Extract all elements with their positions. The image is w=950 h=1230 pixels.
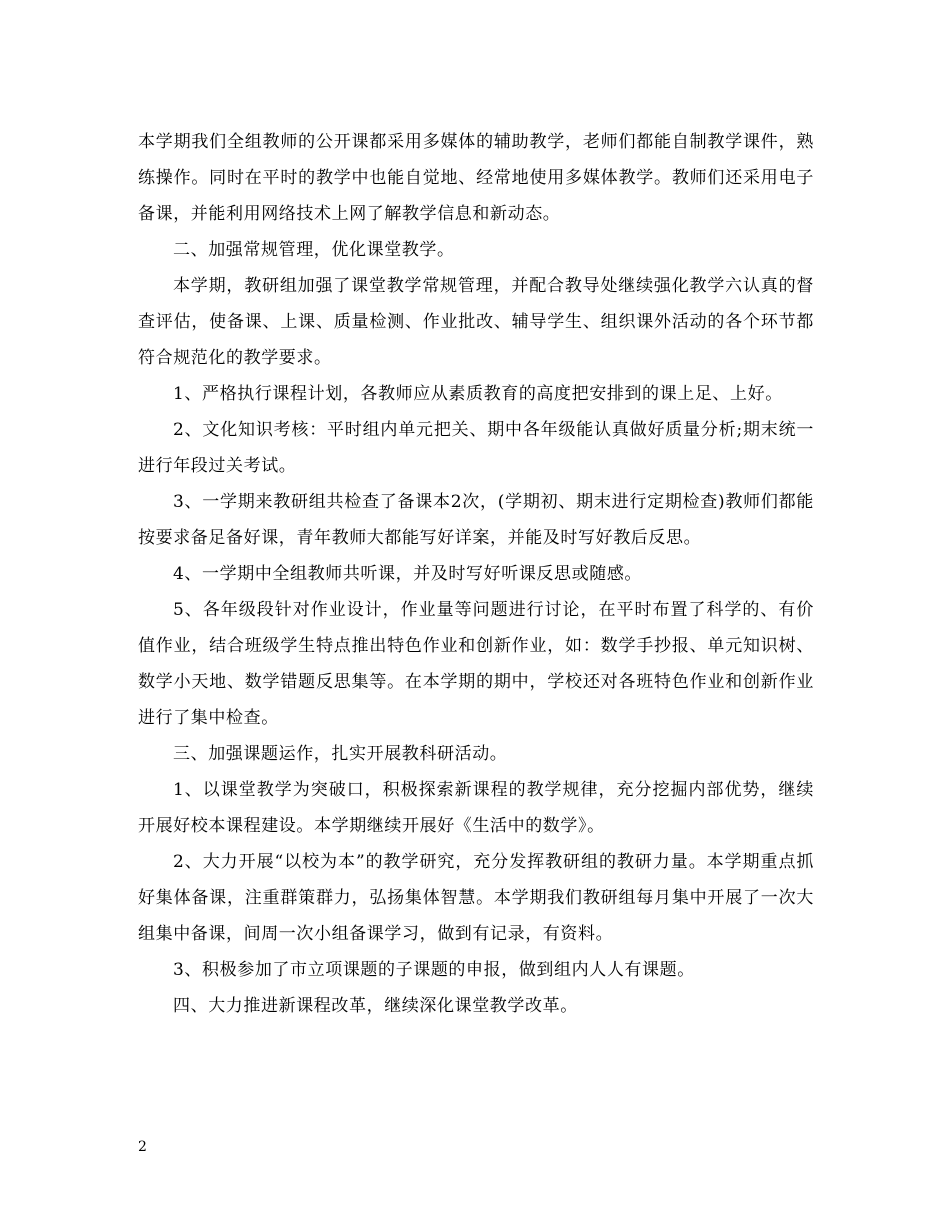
page-number: 2 xyxy=(138,1139,147,1155)
list-item-4: 4、一学期中全组教师共听课，并及时写好听课反思或随感。 xyxy=(173,564,643,584)
document-body xyxy=(138,124,814,1024)
list-item-3: 3、一学期来教研组共检查了备课本2次，(学期初、期末进行定期检查)教师们都能按要求备足备好课，青年教师大都能写好详案，并能及时写好教后反思。 xyxy=(138,492,814,548)
section-heading-3: 三、加强课题运作，扎实开展教科研活动。 xyxy=(173,744,508,764)
list-item-6: 1、以课堂教学为突破口，积极探索新课程的教学规律，充分挖掘内部优势，继续开展好校本课程建设。本学期继续开展好《生活中的数学》。 xyxy=(138,780,814,836)
list-item-7: 2、大力开展“以校为本”的教学研究，充分发挥教研组的教研力量。本学期重点抓好集体备课，注重群策群力，弘扬集体智慧。本学期我们教研组每月集中开展了一次大组集中备课，间周一次小组备课学习，做到有记录，有资料。 xyxy=(138,852,814,944)
section-heading-4: 四、大力推进新课程改革，继续深化课堂教学改革。 xyxy=(173,996,578,1016)
paragraph-3: 本学期，教研组加强了课堂教学常规管理，并配合教导处继续强化教学六认真的督查评估，使备课、上课、质量检测、作业批改、辅导学生、组织课外活动的各个环节都符合规范化的教学要求。 xyxy=(138,276,814,368)
paragraph-1: 本学期我们全组教师的公开课都采用多媒体的辅助教学，老师们都能自制教学课件，熟练操作。同时在平时的教学中也能自觉地、经常地使用多媒体教学。教师们还采用电子备课，并能利用网络技术上网了解教学信息和新动态。 xyxy=(138,132,814,224)
list-item-8: 3、积极参加了市立项课题的子课题的申报，做到组内人人有课题。 xyxy=(173,960,695,980)
section-heading-2: 二、加强常规管理，优化课堂教学。 xyxy=(173,240,455,260)
list-item-5: 5、各年级段针对作业设计，作业量等问题进行讨论，在平时布置了科学的、有价值作业，结合班级学生特点推出特色作业和创新作业，如：数学手抄报、单元知识树、数学小天地、数学错题反思集等。在本学期的期中，学校还对各班特色作业和创新作业进行了集中检查。 xyxy=(138,600,814,728)
list-item-2: 2、文化知识考核：平时组内单元把关、期中各年级能认真做好质量分析;期末统一进行年段过关考试。 xyxy=(138,420,814,476)
list-item-1: 1、严格执行课程计划，各教师应从素质教育的高度把安排到的课上足、上好。 xyxy=(173,384,783,404)
